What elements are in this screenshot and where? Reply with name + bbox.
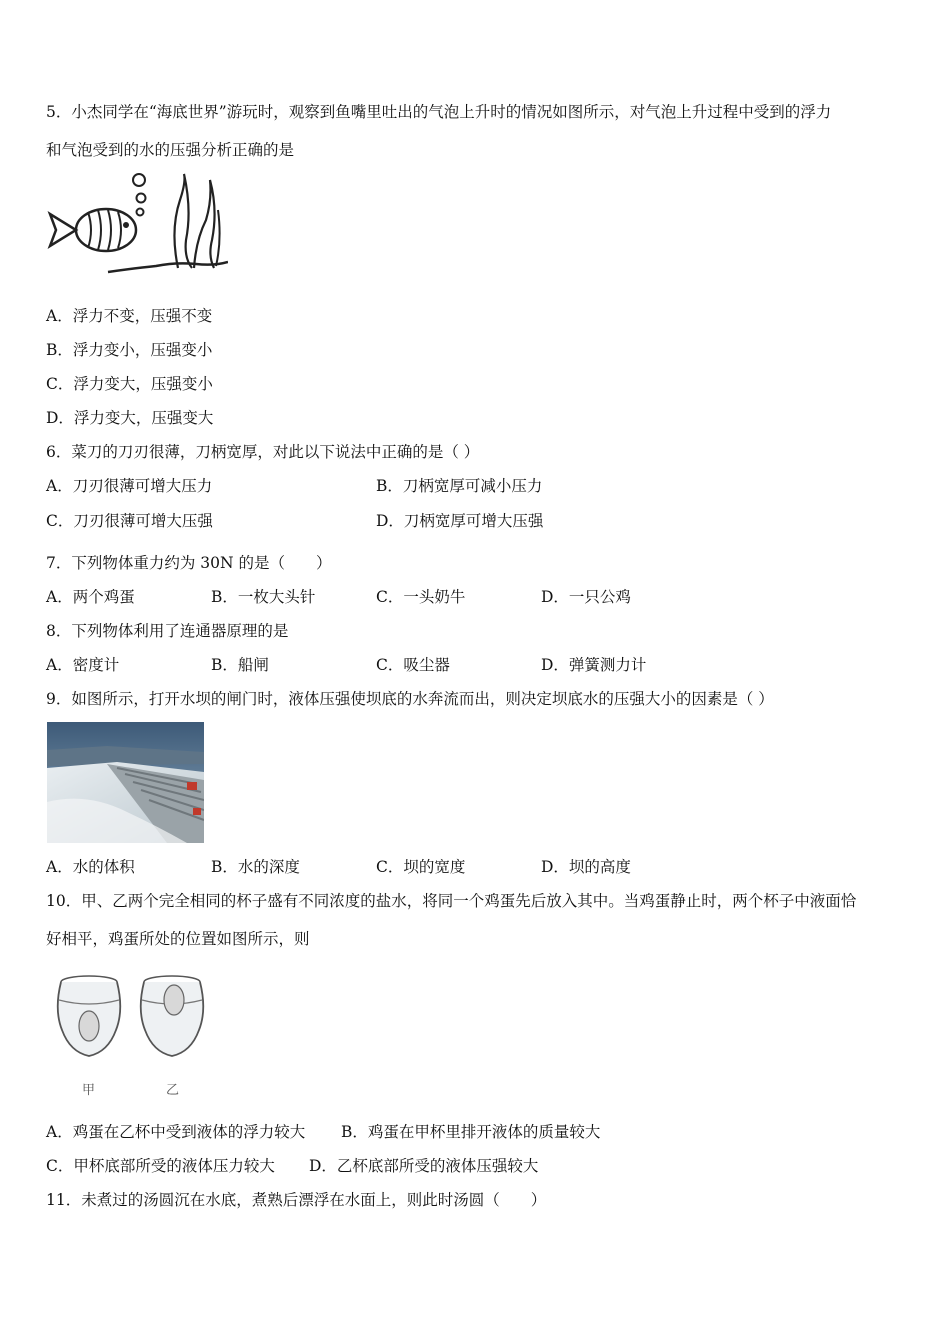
q10-stem-line2: 好相平，鸡蛋所处的位置如图所示，则 [46,930,310,948]
fish-bubbles-figure [46,170,228,282]
q10-option-a: A．鸡蛋在乙杯中受到液体的浮力较大 [46,1123,306,1141]
q7-option-b: B．一枚大头针 [211,588,316,606]
cup-jia [58,976,121,1098]
q9-option-c: C．坝的宽度 [376,858,466,876]
q8-option-c: C．吸尘器 [376,656,450,674]
q6-option-c: C．刀刃很薄可增大压强 [46,512,213,530]
cup-yi [141,976,204,1098]
q6-option-a: A．刀刃很薄可增大压力 [46,477,213,495]
cup-label-jia: 甲 [82,1083,96,1098]
q7-option-d: D．一只公鸡 [541,588,631,606]
q9-stem: 9．如图所示，打开水坝的闸门时，液体压强使坝底的水奔流而出，则决定坝底水的压强大小的因素是（ ） [46,690,774,708]
q10-option-b: B．鸡蛋在甲杯里排开液体的质量较大 [341,1123,601,1141]
q11-stem: 11．未煮过的汤圆沉在水底，煮熟后漂浮在水面上，则此时汤圆（ ） [46,1191,547,1209]
q10-stem-line1: 10．甲、乙两个完全相同的杯子盛有不同浓度的盐水，将同一个鸡蛋先后放入其中。当鸡蛋静止时，两个杯子中液面恰 [46,892,857,910]
q9-option-a: A．水的体积 [46,858,135,876]
dam-photo [47,722,204,843]
q9-option-d: D．坝的高度 [541,858,631,876]
q8-option-b: B．船闸 [211,656,269,674]
q7-stem: 7．下列物体重力约为 30N 的是（ ） [46,554,332,572]
q5-option-b: B．浮力变小，压强变小 [46,341,213,359]
q6-stem: 6．菜刀的刀刃很薄，刀柄宽厚，对此以下说法中正确的是（ ） [46,443,480,461]
q6-option-b: B．刀柄宽厚可减小压力 [376,477,543,495]
q10-option-c: C．甲杯底部所受的液体压力较大 [46,1157,275,1175]
q9-option-b: B．水的深度 [211,858,300,876]
q7-option-c: C．一头奶牛 [376,588,466,606]
q5-option-c: C．浮力变大，压强变小 [46,375,213,393]
egg-cups-figure [52,970,212,1102]
q5-option-a: A．浮力不变，压强不变 [46,307,213,325]
q5-option-d: D．浮力变大，压强变大 [46,409,214,427]
q5-stem-line2: 和气泡受到的水的压强分析正确的是 [46,141,295,159]
q5-stem-line1: 5．小杰同学在“海底世界”游玩时，观察到鱼嘴里吐出的气泡上升时的情况如图所示，对气泡上升过程中受到的浮力 [46,103,832,121]
q8-stem: 8．下列物体利用了连通器原理的是 [46,622,289,640]
q6-option-d: D．刀柄宽厚可增大压强 [376,512,544,530]
q7-option-a: A．两个鸡蛋 [46,588,135,606]
q8-option-a: A．密度计 [46,656,120,674]
cup-label-yi: 乙 [166,1083,180,1098]
q8-option-d: D．弹簧测力计 [541,656,647,674]
q10-option-d: D．乙杯底部所受的液体压强较大 [309,1157,539,1175]
